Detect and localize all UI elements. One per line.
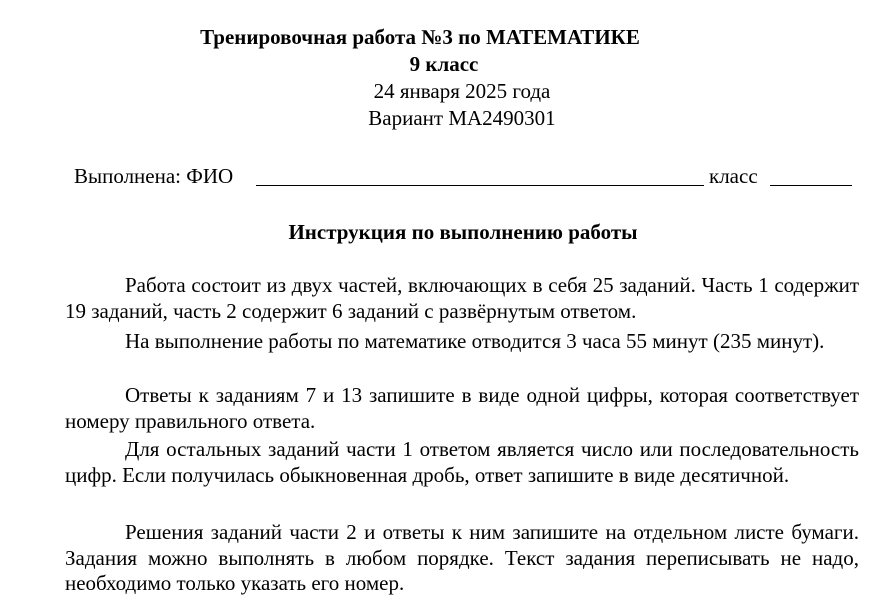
instruction-paragraph-4: Для остальных заданий части 1 ответом является число или последовательность цифр. Если получилась обыкновенная дробь, ответ запишите в виде десятичной. bbox=[65, 437, 859, 487]
instruction-paragraph-1: Работа состоит из двух частей, включающих в себя 25 заданий. Часть 1 содержит 19 заданий, часть 2 содержит 6 заданий с развёрнутым ответом. bbox=[65, 273, 859, 323]
grade-label: 9 класс bbox=[409, 52, 479, 76]
instruction-paragraph-3: Ответы к заданиям 7 и 13 запишите в виде одной цифры, которая соответствует номеру правильного ответа. bbox=[65, 383, 859, 433]
instruction-paragraph-5: Решения заданий части 2 и ответы к ним запишите на отдельном листе бумаги. Задания можно выполнять в любом порядке. Текст задания переписывать не надо, необходимо только указать его номер. bbox=[65, 520, 859, 595]
instruction-paragraph-2: На выполнение работы по математике отводится 3 часа 55 минут (235 минут). bbox=[125, 329, 825, 353]
instructions-title: Инструкция по выполнению работы bbox=[288, 220, 638, 244]
date-label: 24 января 2025 года bbox=[373, 79, 551, 103]
class-line[interactable] bbox=[770, 185, 852, 186]
fio-row bbox=[74, 163, 854, 191]
variant-label: Вариант МА2490301 bbox=[368, 106, 556, 130]
class-label: класс bbox=[709, 164, 758, 188]
fio-prefix: Выполнена: ФИО bbox=[74, 164, 234, 188]
document-title: Тренировочная работа №3 по МАТЕМАТИКЕ bbox=[200, 25, 640, 49]
fio-name-line[interactable] bbox=[256, 185, 704, 186]
